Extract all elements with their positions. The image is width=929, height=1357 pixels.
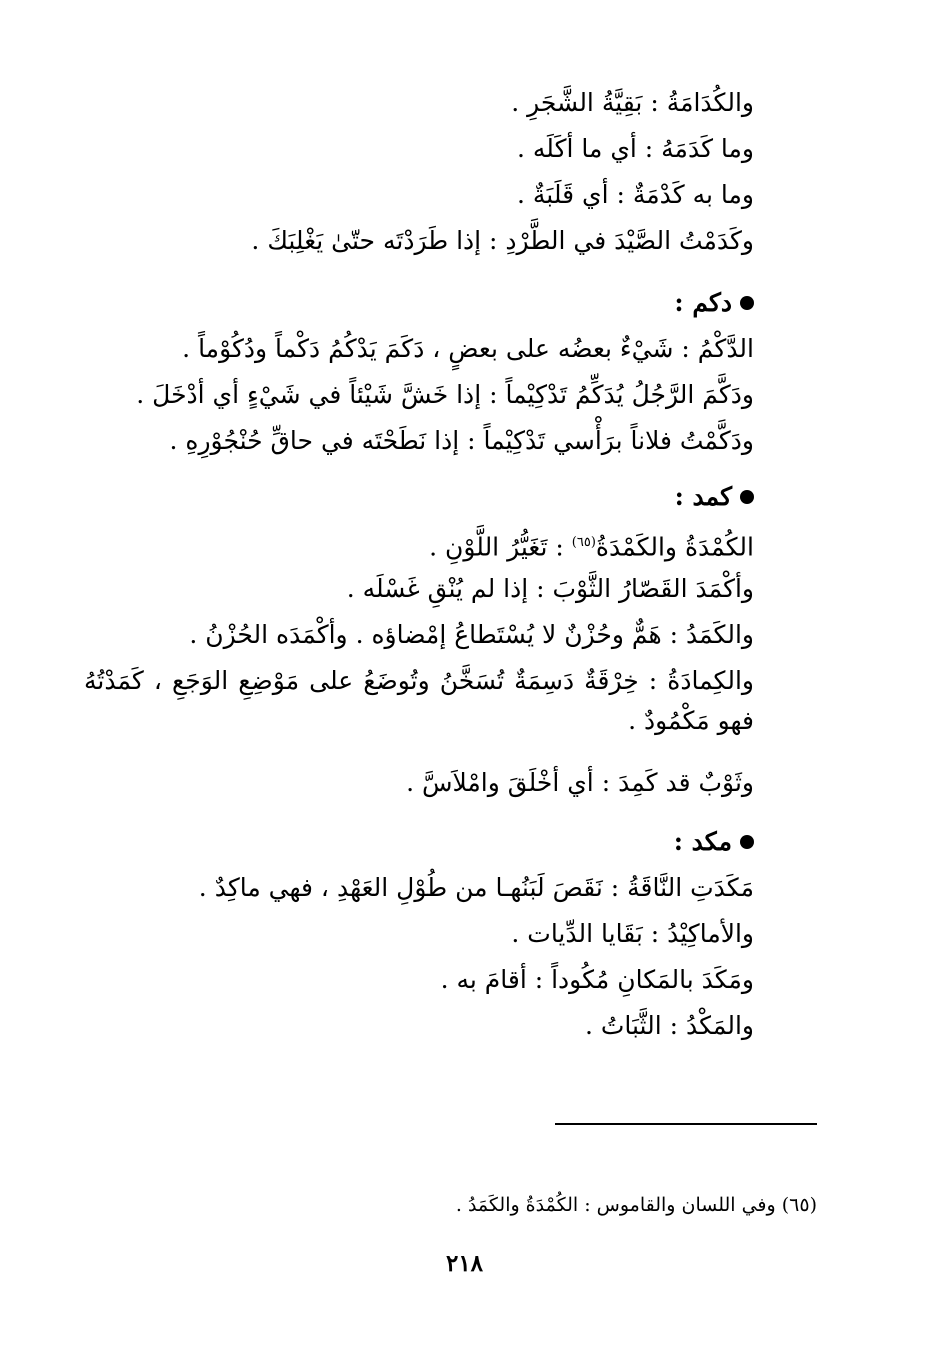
entry-line: والكَمَدُ : هَمٌّ وحُزْنٌ لا يُسْتَطاعُ إمْضاؤه . وأكْمَدَه الحُزْنُ .	[189, 620, 754, 649]
bullet-icon	[740, 490, 754, 504]
entry-line: وما به كَدْمَةٌ : أي قَلَبَةٌ .	[517, 180, 754, 209]
section-heading-kamd	[675, 477, 754, 517]
entry-line: ودَكَّمْتُ فلاناً برَأْسي تَدْكِيْماً : إذا نَطَحْتَه في حاقِّ حُنْجُوْرِهِ .	[169, 426, 754, 455]
entry-line: الدَّكْمُ : شَيْءٌ بعضُه على بعضٍ ، دَكَمَ يَدْكُمُ دَكْماً ودُكُوْماً .	[182, 334, 754, 363]
section-heading-makd	[674, 822, 754, 862]
entry-definition: : تَغَيُّرُ اللَّوْنِ .	[429, 532, 564, 562]
footnote-divider	[555, 1123, 817, 1125]
page-number: ٢١٨	[445, 1250, 484, 1277]
entry-line: مَكَدَتِ النَّاقَةُ : نَقَصَ لَبَنُهـا من طُوْلِ العَهْدِ ، فهي ماكِدٌ .	[198, 873, 754, 902]
entry-line: وما كَدَمَهُ : أي ما أكَلَه .	[517, 134, 754, 163]
entry-line: والأماكِيْدُ : بَقَايا الدِّيات .	[511, 919, 754, 948]
entry-line: والكُدَامَةُ : بَقِيَّةُ الشَّجَرِ .	[511, 88, 754, 117]
entry-line: والمَكْدُ : الثَّبَاتُ .	[584, 1011, 754, 1040]
footnote-marker[interactable]: (٦٥)	[571, 535, 596, 550]
bullet-icon	[740, 296, 754, 310]
heading-label: مكد :	[673, 827, 732, 856]
entry-paragraph: والكِمادَةُ : خِرْقَةٌ دَسِمَةٌ تُسَخَّنُ وتُوضَعُ على مَوْضِعِ الوَجَعِ ، كَمَدْتُهُ فهو مَكْمُودٌ .	[84, 666, 754, 735]
entry-term: الكُمْدَةُ والكَمْدَةُ	[595, 532, 754, 562]
entry-line: وثَوْبٌ قد كَمِدَ : أي أخْلَقَ وامْلاَسَّ .	[406, 768, 754, 797]
entry-line: ودَكَّمَ الرَّجُلُ يُدَكِّمُ تَدْكِيْماً : إذا خَشَّ شَيْئاً في شَيْءٍ أي أدْخَلَ .	[136, 380, 754, 409]
entry-line	[429, 523, 754, 567]
section-heading-dakm	[674, 283, 754, 323]
footnote-text: (٦٥) وفي اللسان والقاموس : الكُمْدَةُ والكَمَدُ .	[455, 1194, 817, 1216]
entry-line: وأكْمَدَ القَصّارُ الثَّوْبَ : إذا لم يُنْقِ غَسْلَه .	[346, 574, 754, 603]
bullet-icon	[740, 835, 754, 849]
heading-label: كمد :	[674, 482, 732, 511]
entry-line: ومَكَدَ بالمَكانِ مُكُوداً : أقامَ به .	[440, 965, 754, 994]
heading-label: دكم :	[674, 288, 732, 317]
entry-line: وكَدَمْتُ الصَّيْدَ في الطَّرْدِ : إذا طَرَدْتَه حتّىٰ يَغْلِبَكَ .	[251, 226, 754, 255]
